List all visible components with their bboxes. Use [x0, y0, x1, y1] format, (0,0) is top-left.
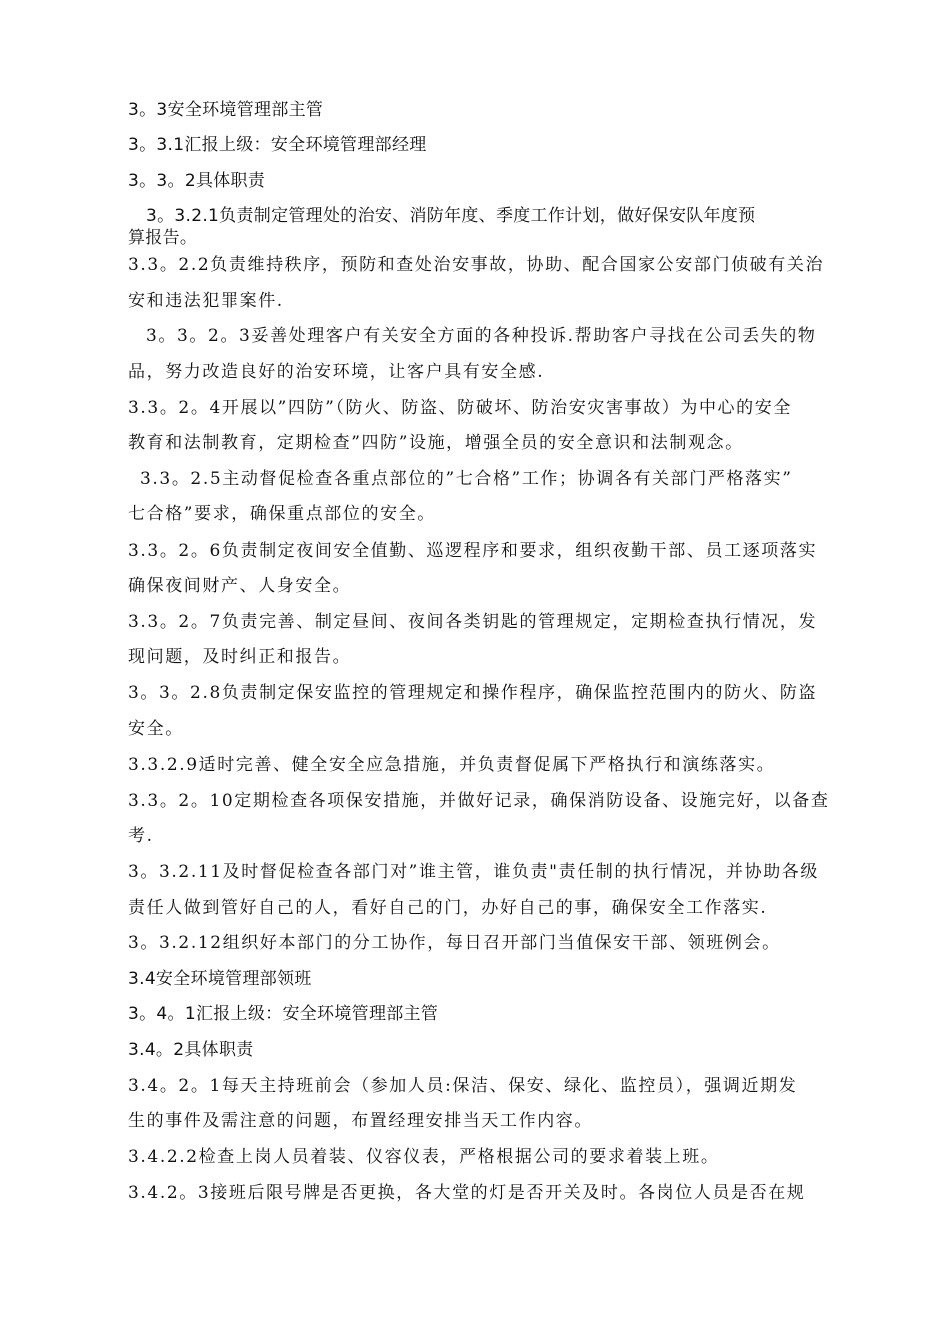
paragraph-line: 生的事件及需注意的问题，布置经理安排当天工作内容。	[128, 1111, 593, 1131]
paragraph-line: 3.4.2.2检查上岗人员着装、仪容仪表，严格根据公司的要求着装上班。	[128, 1147, 720, 1167]
section-heading: 3。3安全环境管理部主管	[128, 100, 324, 120]
paragraph-line: 算报告。	[128, 228, 198, 248]
paragraph-line: 考.	[128, 826, 154, 846]
paragraph-line: 3.4.2。3接班后限号牌是否更换，各大堂的灯是否开关及时。各岗位人员是否在规	[128, 1183, 806, 1203]
paragraph-line: 安和违法犯罪案件.	[128, 291, 284, 311]
paragraph-line: 责任人做到管好自己的人，看好自己的门，办好自己的事，确保安全工作落实.	[128, 898, 768, 918]
report-to-line: 3。4。1汇报上级：安全环境管理部主管	[128, 1004, 439, 1024]
paragraph-line: 3.3。2.2负责维持秩序，预防和查处治安事故，协助、配合国家公安部门侦破有关治	[128, 255, 825, 275]
subsection-heading: 3。3。2具体职责	[128, 171, 266, 191]
paragraph-line: 确保夜间财产、人身安全。	[128, 576, 352, 596]
paragraph-line: 3.3。2.5主动督促检查各重点部位的”七合格”工作；协调各有关部门严格落实”	[140, 469, 793, 489]
paragraph-line: 3。3.2.1负责制定管理处的治安、消防年度、季度工作计划，做好保安队年度预	[146, 206, 756, 226]
paragraph-line: 教育和法制教育，定期检查”四防”设施，增强全员的安全意识和法制观念。	[128, 433, 744, 453]
paragraph-line: 3。3.2.12组织好本部门的分工协作，每日召开部门当值保安干部、领班例会。	[128, 933, 781, 953]
paragraph-line: 3。3。2.8负责制定保安监控的管理规定和操作程序，确保监控范围内的防火、防盗	[128, 683, 818, 703]
paragraph-line: 安全。	[128, 719, 184, 739]
report-to-line: 3。3.1汇报上级：安全环境管理部经理	[128, 135, 427, 155]
paragraph-line: 3.3。2。7负责完善、制定昼间、夜间各类钥匙的管理规定，定期检查执行情况，发	[128, 612, 818, 632]
paragraph-line: 3.3。2。10定期检查各项保安措施，并做好记录，确保消防设备、设施完好，以备查	[128, 791, 830, 811]
paragraph-line: 品，努力改造良好的治安环境，让客户具有安全感.	[128, 362, 545, 382]
paragraph-line: 3.3.2.9适时完善、健全安全应急措施，并负责督促属下严格执行和演练落实。	[128, 755, 776, 775]
paragraph-line: 3.3。2。4开展以”四防”（防火、防盗、防破坏、防治安灾害事故）为中心的安全	[128, 398, 792, 418]
paragraph-line: 3。3。2。3妥善处理客户有关安全方面的各种投诉.帮助客户寻找在公司丢失的物	[146, 326, 817, 346]
paragraph-line: 3。3.2.11及时督促检查各部门对”谁主管，谁负责"责任制的执行情况，并协助各级	[128, 862, 819, 882]
paragraph-line: 七合格”要求，确保重点部位的安全。	[128, 504, 436, 524]
paragraph-line: 3.3。2。6负责制定夜间安全值勤、巡逻程序和要求，组织夜勤干部、员工逐项落实	[128, 541, 818, 561]
subsection-heading: 3.4。2具体职责	[128, 1040, 254, 1060]
section-heading: 3.4安全环境管理部领班	[128, 969, 312, 989]
paragraph-line: 3.4。2。1每天主持班前会（参加人员:保洁、保安、绿化、监控员），强调近期发	[128, 1076, 798, 1096]
paragraph-line: 现问题，及时纠正和报告。	[128, 647, 352, 667]
